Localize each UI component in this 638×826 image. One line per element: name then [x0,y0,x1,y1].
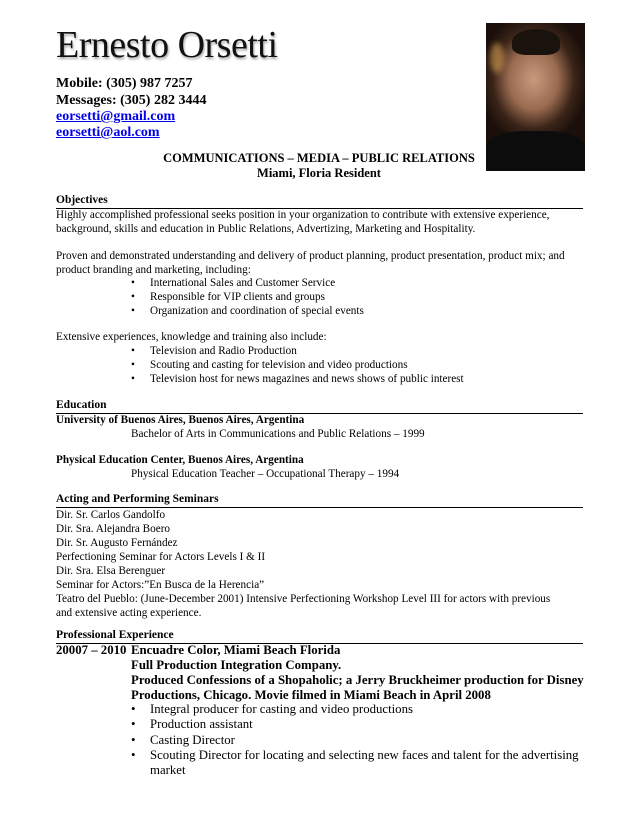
school-1: University of Buenos Aires, Buenos Aires, Argentina [56,414,305,426]
seminar-line: Dir. Sr. Augusto Fernández [56,537,178,549]
seminar-line: Dir. Sra. Elsa Berenguer [56,565,166,577]
profession-title: COMMUNICATIONS – MEDIA – PUBLIC RELATIONS [163,151,475,165]
candidate-name: Ernesto Orsetti [56,24,278,66]
seminar-line: and extensive acting experience. [56,607,202,619]
email-link-aol[interactable]: eorsetti@aol.com [56,125,160,140]
list-item: • Organization and coordination of special events [131,305,364,317]
experience-years: 20007 – 2010 [56,643,127,657]
list-item: • Scouting and casting for television and video productions [131,359,408,371]
list-item: • Production assistant [131,717,253,731]
seminar-line: Teatro del Pueblo: (June-December 2001) Intensive Perfectioning Workshop Level III for actors with previous [56,593,551,605]
degree-2: Physical Education Teacher – Occupational Therapy – 1994 [131,468,400,480]
experience-company: Encuadre Color, Miami Beach Florida [131,643,341,657]
list-item: • Television and Radio Production [131,345,297,357]
list-item: • Integral producer for casting and video productions [131,702,413,716]
list-item: • Television host for news magazines and news shows of public interest [131,373,464,385]
seminar-line: Dir. Sra. Alejandra Boero [56,523,171,535]
objectives-para2-line2: product branding and marketing, including: [56,264,251,276]
list-item: • Scouting Director for locating and selecting new faces and talent for the advertising [131,748,579,762]
messages-phone: Messages: (305) 282 3444 [56,93,207,108]
section-heading-seminars: Acting and Performing Seminars [56,492,583,508]
section-heading-education: Education [56,398,583,414]
objectives-para1-line1: Highly accomplished professional seeks position in your organization to contribute with extensive experience, [56,209,550,221]
list-item-continuation: market [150,763,186,777]
photo-light [490,43,504,73]
photo-hair [512,29,560,55]
experience-line-4: Productions, Chicago. Movie filmed in Miami Beach in April 2008 [131,688,491,702]
seminar-line: Dir. Sr. Carlos Gandolfo [56,509,166,521]
location-line: Miami, Floria Resident [257,166,381,180]
seminar-line: Seminar for Actors:”En Busca de la Herencia” [56,579,265,591]
objectives-para2-line1: Proven and demonstrated understanding and delivery of product planning, product presentation, product mix; and [56,250,565,262]
objectives-para3: Extensive experiences, knowledge and training also include: [56,331,327,343]
degree-1: Bachelor of Arts in Communications and Public Relations – 1999 [131,428,425,440]
experience-line-2: Full Production Integration Company. [131,658,342,672]
section-heading-experience: Professional Experience [56,628,583,644]
experience-line-3: Produced Confessions of a Shopaholic; a Jerry Bruckheimer production for Disney [131,673,584,687]
portrait-photo [486,23,585,171]
list-item: • International Sales and Customer Service [131,277,336,289]
objectives-para1-line2: background, skills and education in Public Relations, Advertizing, Marketing and Hospitality. [56,223,476,235]
seminar-line: Perfectioning Seminar for Actors Levels I & II [56,551,266,563]
section-heading-objectives: Objectives [56,193,583,209]
email-link-gmail[interactable]: eorsetti@gmail.com [56,109,176,124]
list-item: • Responsible for VIP clients and groups [131,291,325,303]
mobile-phone: Mobile: (305) 987 7257 [56,76,193,91]
school-2: Physical Education Center, Buenos Aires, Argentina [56,454,304,466]
list-item: • Casting Director [131,733,235,747]
